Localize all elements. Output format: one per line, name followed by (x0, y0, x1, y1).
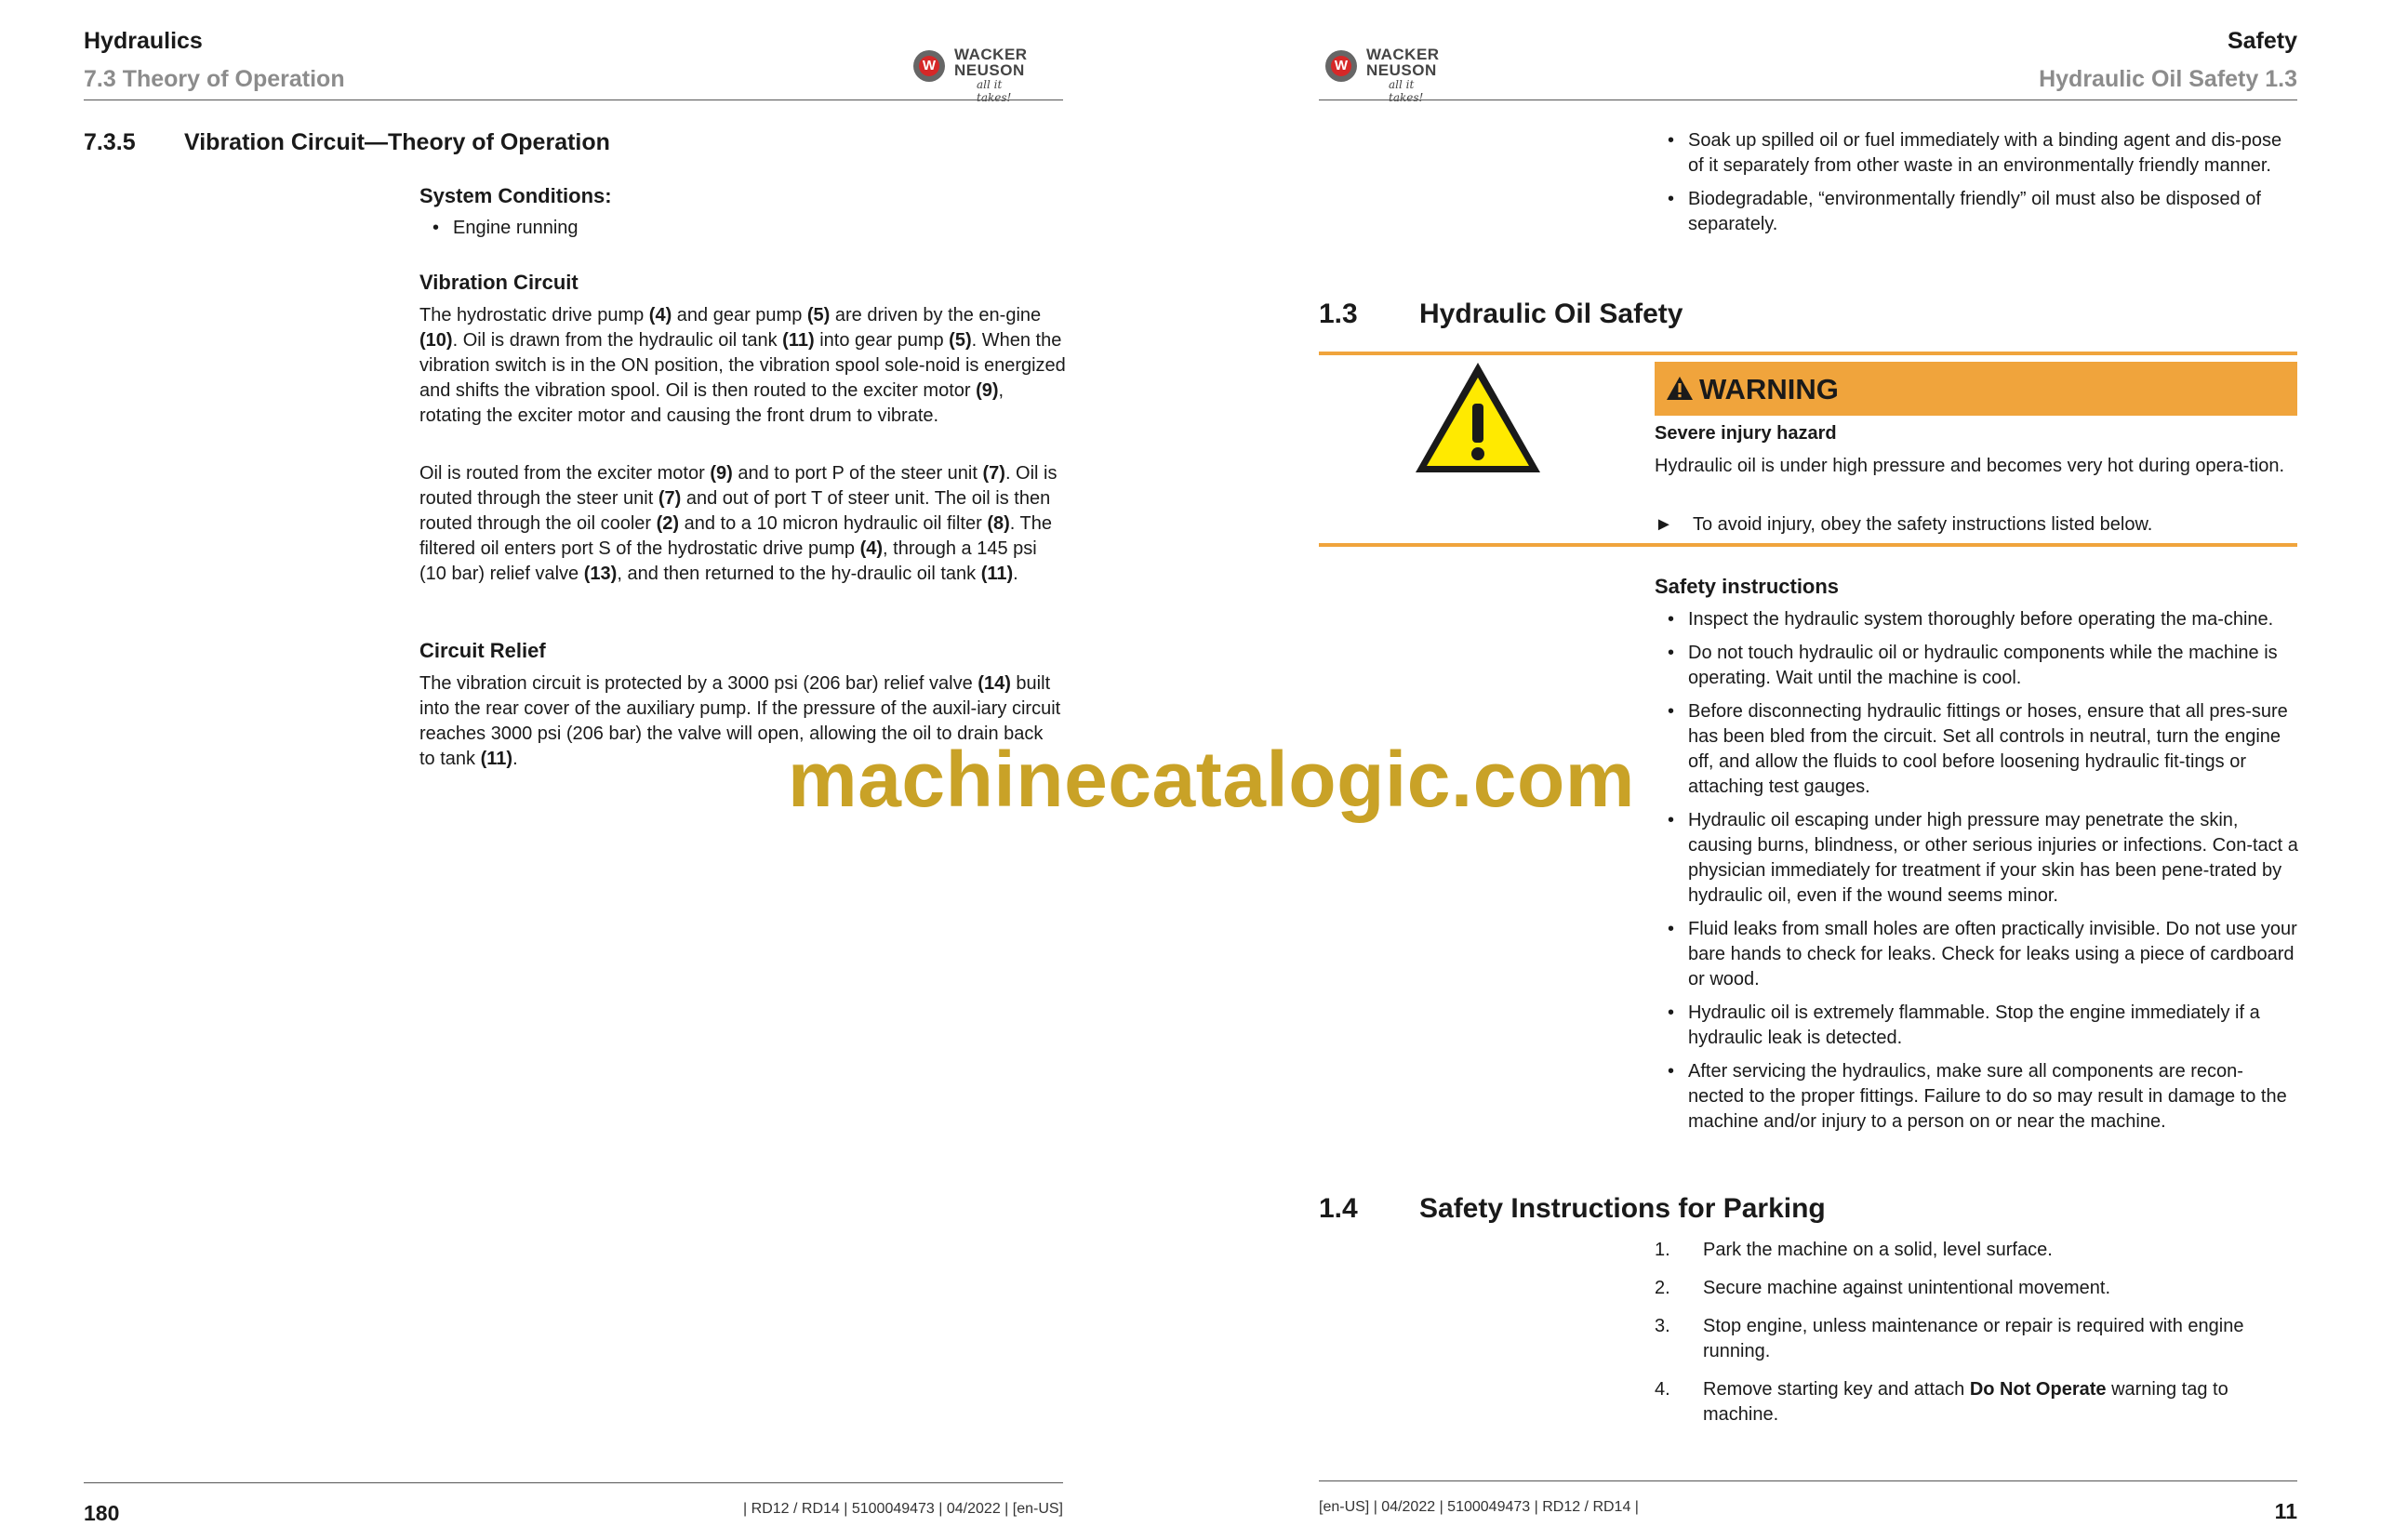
warning-text: Hydraulic oil is under high pressure and becomes very hot during opera-tion. (1655, 456, 2285, 476)
environment-bullets (1655, 128, 2298, 246)
left-footer-docref: | RD12 / RD14 | 5100049473 | 04/2022 | [en-US] (743, 1501, 1063, 1517)
list-item: • After servicing the hydraulics, make sure all components are recon-nected to the proper fittings. Failure to do so may result in damage to the machine and/or injury to a person on or near the machine. (1655, 1059, 2298, 1135)
watermark: machinecatalogic.com (788, 736, 1635, 823)
list-item: • Before disconnecting hydraulic fittings or hoses, ensure that all pres-sure has been bled from the circuit. Set all controls in neutral, turn the engine off, and allow the fluids to cool before loosening hydraulic fit-tings or attaching test gauges. (1655, 699, 2298, 800)
circuit-relief-heading: Circuit Relief (419, 639, 546, 662)
list-item: • Do not touch hydraulic oil or hydraulic components while the machine is operating. Wait until the machine is cool. (1655, 641, 2298, 691)
list-item: • Biodegradable, “environmentally friendly” oil must also be disposed of separately. (1655, 187, 2298, 237)
safety-instructions-list (1655, 607, 2298, 1143)
logo-mark-icon: W (913, 50, 945, 82)
list-item: • Soak up spilled oil or fuel immediately with a binding agent and dis-pose of it separately from other waste in an environmentally friendly manner. (1655, 128, 2298, 179)
section-title: Vibration Circuit—Theory of Operation (184, 129, 610, 155)
wacker-neuson-logo: W WACKER NEUSON all it takes! (913, 45, 1020, 97)
section-number: 7.3.5 (84, 129, 136, 155)
warning-action: To avoid injury, obey the safety instructions listed below. (1693, 514, 2153, 535)
wacker-neuson-logo-right: W WACKER NEUSON all it takes! (1325, 45, 1432, 97)
logo-tagline: all it takes! (977, 78, 1012, 104)
circuit-relief-paragraph: The vibration circuit is protected by a 3000 psi (206 bar) relief valve (14) built into the rear cover of the auxiliary pump. If the pressure of the auxil-iary circuit reaches 3000 psi (206 bar) the valve will open, allowing the oil to drain back to tank (11). (419, 673, 1061, 769)
parking-step: 2. Secure machine against unintentional movement. (1655, 1278, 2111, 1298)
warning-hazard: Severe injury hazard (1655, 423, 1837, 444)
left-header-subtitle: 7.3 Theory of Operation (84, 66, 345, 92)
parking-step: 3. Stop engine, unless maintenance or repair is required with engine running. (1655, 1316, 2244, 1361)
right-header-title: Safety (2227, 28, 2297, 54)
warning-banner (1655, 362, 2297, 416)
warning-action-marker: ► (1655, 514, 1673, 535)
list-item: • Fluid leaks from small holes are often practically invisible. Do not use your bare hands to check for leaks. Check for leaks using a piece of cardboard or wood. (1655, 917, 2298, 992)
left-page-number: 180 (84, 1501, 120, 1525)
parking-step: 4. Remove starting key and attach Do Not Operate warning tag to machine. (1655, 1379, 2228, 1425)
list-item: • Hydraulic oil is extremely flammable. Stop the engine immediately if a hydraulic leak is detected. (1655, 1001, 2298, 1051)
right-footer-docref: [en-US] | 04/2022 | 5100049473 | RD12 / RD14 | (1319, 1499, 1639, 1515)
warning-small-icon (1666, 376, 1694, 401)
parking-step: 1. Park the machine on a solid, level surface. (1655, 1240, 2053, 1260)
left-header-title: Hydraulics (84, 28, 203, 54)
list-item: • Engine running (419, 216, 1061, 241)
safety-instructions-heading: Safety instructions (1655, 575, 1840, 598)
right-header-subtitle: Hydraulic Oil Safety 1.3 (2039, 66, 2297, 92)
warning-top-rule (1319, 352, 2297, 355)
vibration-circuit-heading: Vibration Circuit (419, 271, 579, 294)
warning-label: WARNING (1699, 373, 1839, 405)
list-item: • Inspect the hydraulic system thoroughly before operating the ma-chine. (1655, 607, 2298, 632)
section-14-number: 1.4 (1319, 1193, 1358, 1224)
right-footer-rule (1319, 1480, 2297, 1481)
vibration-circuit-paragraph-2: Oil is routed from the exciter motor (9) and to port P of the steer unit (7). Oil is routed through the steer unit (7) and out of port T of steer unit. The oil is then routed through the oil cooler (2) and to a 10 micron hydraulic oil filter (8). The filtered oil enters port S of the hydrostatic drive pump (4), through a 145 psi (10 bar) relief valve (13), and then returned to the hy-draulic oil tank (11). (419, 463, 1057, 584)
warning-triangle-icon (1412, 359, 1544, 476)
right-page-number: 11 (2274, 1499, 2297, 1523)
logo-mark-icon: W (1325, 50, 1357, 82)
system-conditions-heading: System Conditions: (419, 184, 612, 207)
left-footer-rule (84, 1482, 1063, 1483)
warning-bottom-rule (1319, 543, 2297, 547)
logo-tagline: all it takes! (1389, 78, 1424, 104)
section-14-title: Safety Instructions for Parking (1419, 1193, 1826, 1224)
system-conditions-list (419, 216, 1061, 249)
vibration-circuit-paragraph-1: The hydrostatic drive pump (4) and gear pump (5) are driven by the en-gine (10). Oil is drawn from the hydraulic oil tank (11) into gear pump (5). When the vibration switch is in the ON position, the vibration spool sole-noid is energized and shifts the vibration spool. Oil is then routed to the exciter motor (9), rotating the exciter motor and causing the front drum to vibrate. (419, 305, 1066, 426)
section-13-title: Hydraulic Oil Safety (1419, 299, 1683, 329)
parking-steps-list (1655, 1238, 2298, 1440)
list-item: • Hydraulic oil escaping under high pressure may penetrate the skin, causing burns, blindness, or other serious injuries or infections. Con-tact a physician immediately for treatment if your skin has been pene-trated by hydraulic oil, even if the wound seems minor. (1655, 808, 2298, 909)
section-13-number: 1.3 (1319, 299, 1358, 329)
